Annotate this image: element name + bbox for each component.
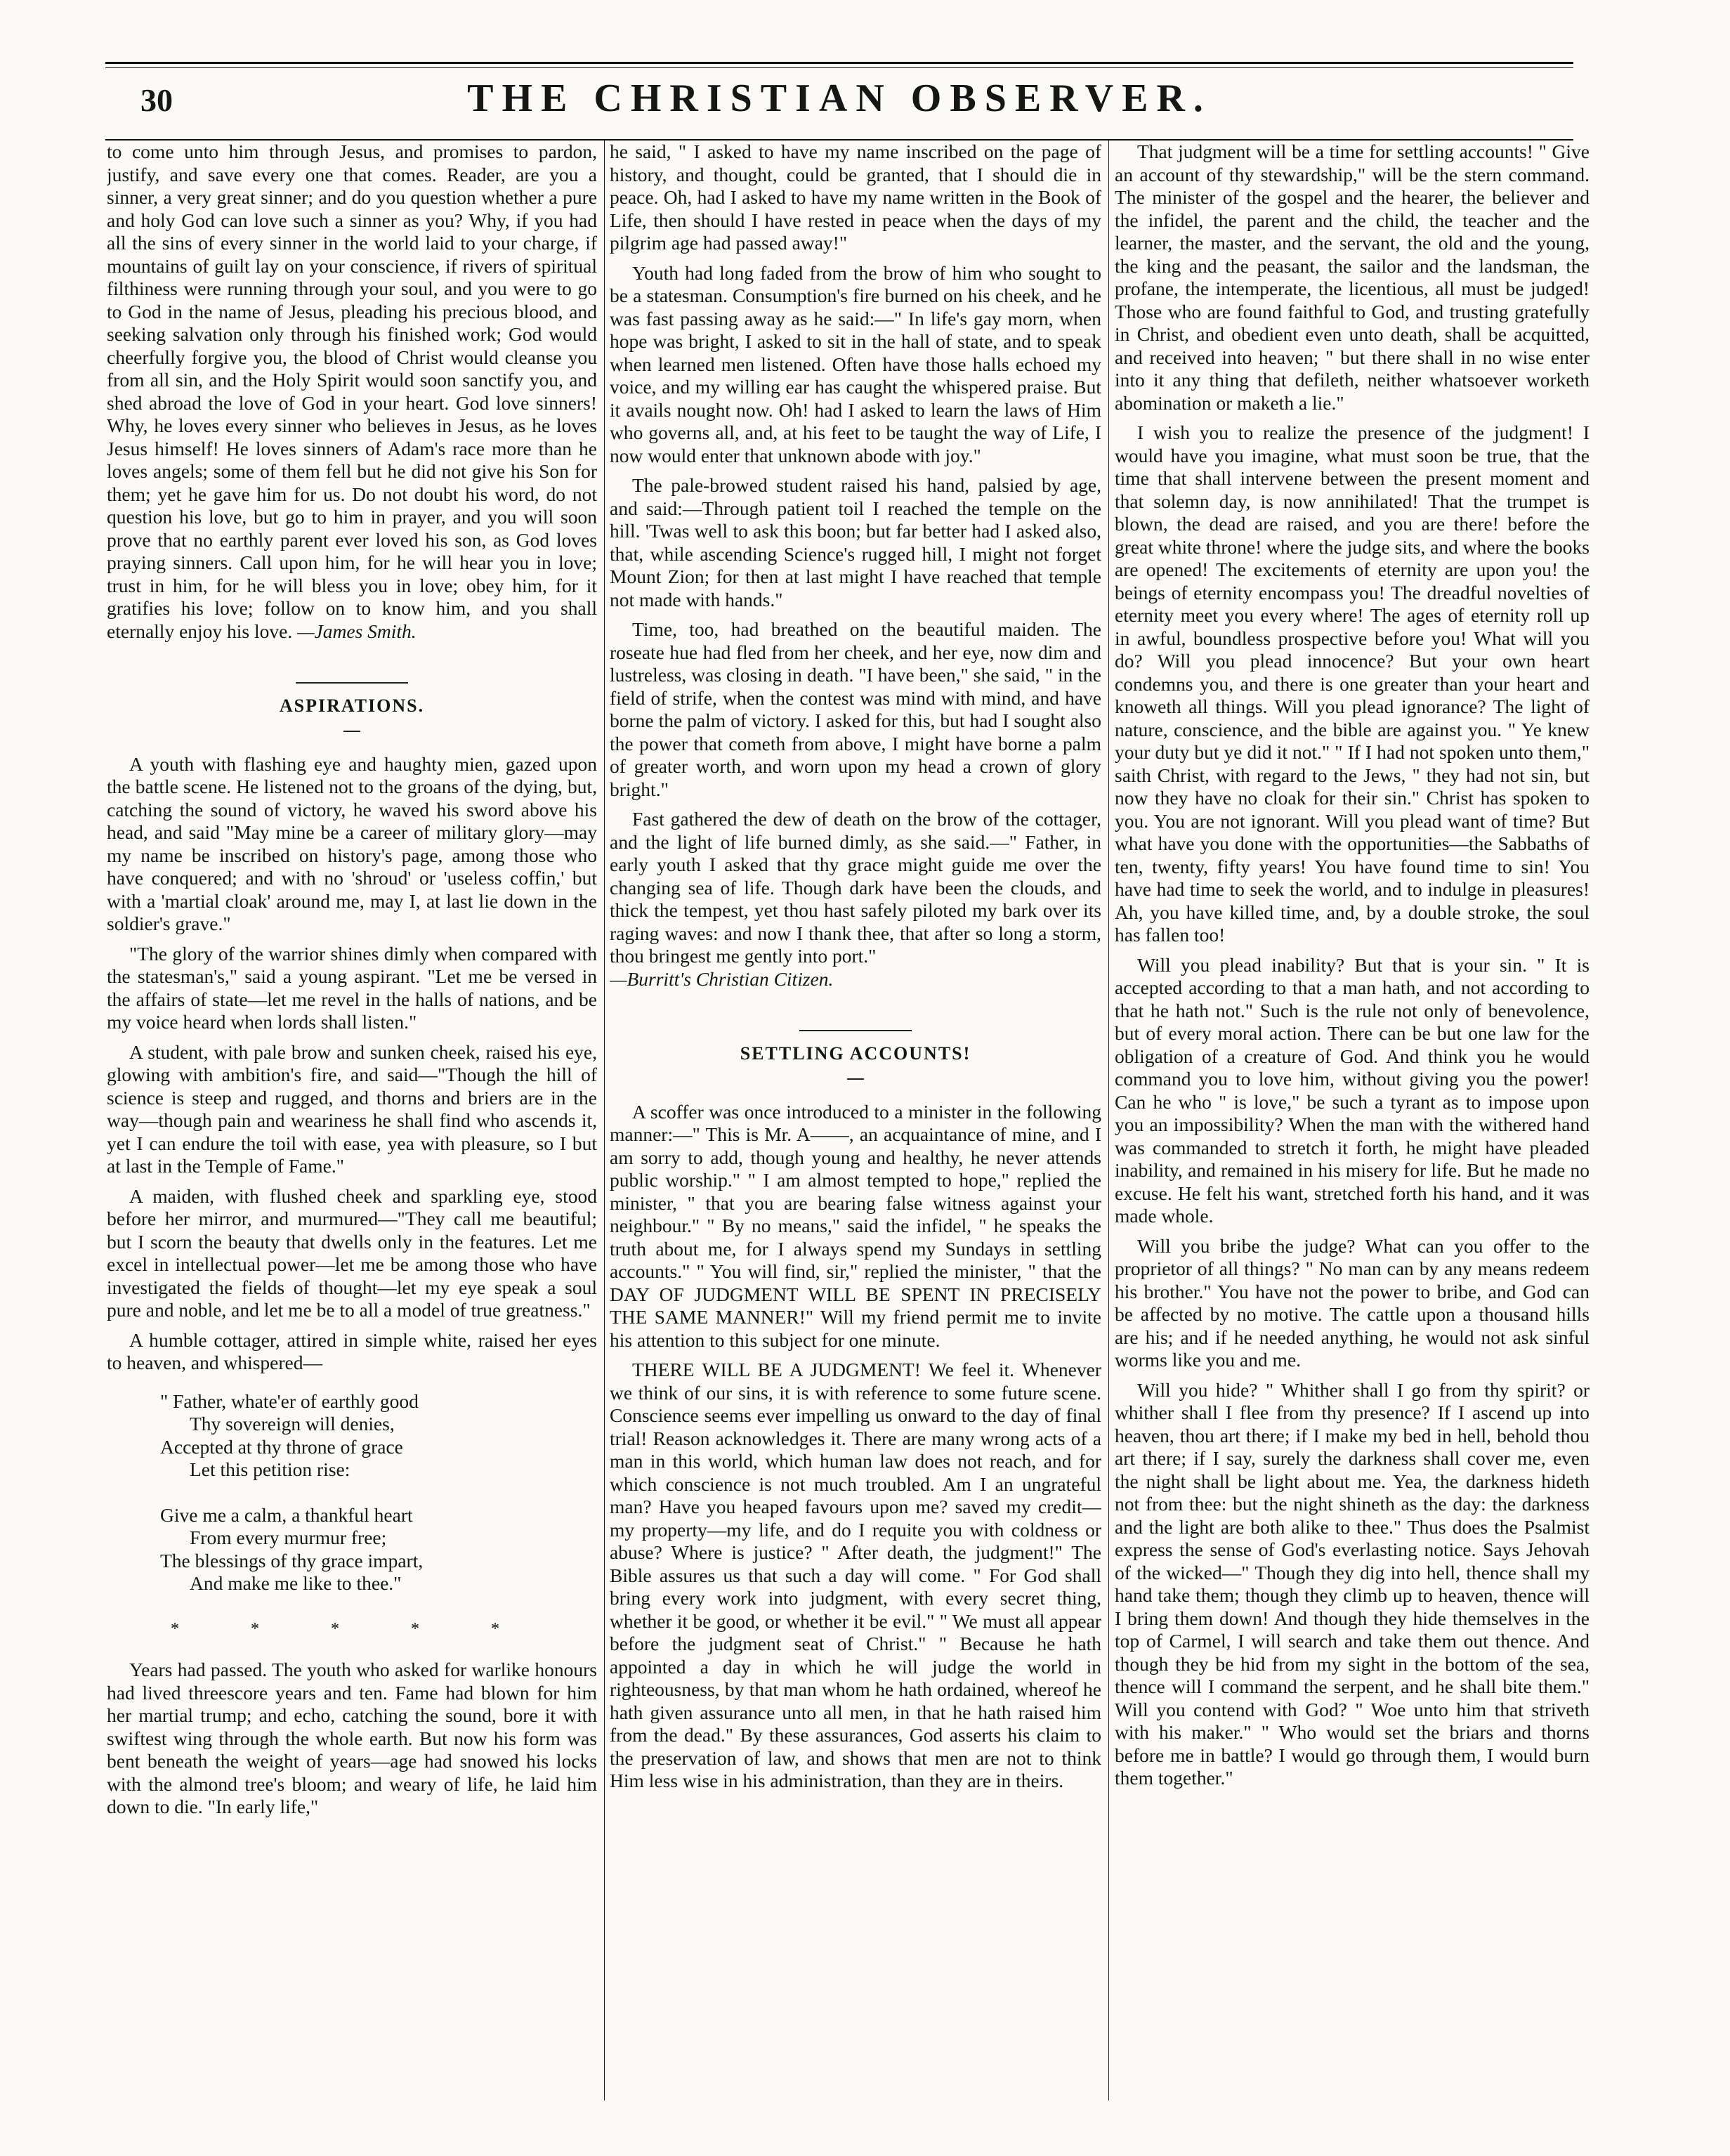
masthead xyxy=(105,76,1573,139)
verse-line: And make me like to thee." xyxy=(190,1572,402,1594)
verse-line: Accepted at thy throne of grace xyxy=(160,1435,403,1458)
paragraph: A student, with pale brow and sunken cheek, raised his eye, glowing with ambition's fire, and said—"Though the hill of science is steep and rugged, and thorns and briers are in the way—though pain and weariness he shall find who ascends it, yet I can endure the toil with ease, yea with pleasure, so I but at last in the Temple of Fame." xyxy=(107,1040,597,1177)
stanza xyxy=(107,1390,597,1482)
verse-line: Let this petition rise: xyxy=(190,1458,350,1480)
hymn-verse xyxy=(107,1390,597,1595)
paragraph: Years had passed. The youth who asked for warlike honours had lived threescore years and ten. Fame had blown for him her martial trump; and echo, catching the sound, bore it with swiftest wing through the whole earth. But now his form was bent beneath the weight of years—age had snowed his locks with the almond tree's bloom; and weary of life, he laid him down to die. "In early life," xyxy=(107,1659,597,1817)
heading-rule xyxy=(799,1030,912,1031)
paragraph: he said, " I asked to have my name inscribed on the page of history, and thought, could be granted, that I should die in peace. Oh, had I asked to have my name written in the Book of Life, then should I have rested in peace when the days of my pilgrim age had passed away!" xyxy=(610,141,1101,254)
stanza xyxy=(107,1504,597,1595)
page-number: 30 xyxy=(140,82,173,118)
column-divider-1 xyxy=(604,141,605,2101)
heading-text: SETTLING ACCOUNTS! xyxy=(740,1043,971,1064)
article-continuation: to come unto him through Jesus, and promises to pardon, justify, and save every one that comes. Reader, are you a sinner, a very great sinner; and do you question whether a pure and holy God can love such a sinner as you? Why, if you had all the sins of every sinner in the world laid to your charge, if mountains of guilt lay on your conscience, if rivers of spiritual filthiness were running through your soul, and you were to go to God in the name of Jesus, pleading his precious blood, and seeking salvation only through his finished work; God would cheerfully forgive you, the blood of Christ would cleanse you from all sin, and the Holy Spirit would soon sanctify you, and shed abroad the love of God in your heart. God love sinners! Why, he loves every sinner who believes in Jesus, as he loves Jesus himself! He loves sinners of Adam's race more than he loves angels; some of them fell but he did not give his Son for them; yet he gave him for us. Do not doubt his word, do not question his love, but go to him in prayer, and you will soon prove that no earthly parent ever loved his son, as God loves praying sinners. Call upon him, for he will hear you in love; trust in him, for he will bless you in love; obey him, for it gratifies his love; follow on to know him, and you shall eternally enjoy his love. —James Smith. xyxy=(107,141,597,642)
section-stars: * * * * * xyxy=(171,1619,533,1638)
paragraph: That judgment will be a time for settling accounts! " Give an account of thy stewardship," will be the stern command. The minister of the gospel and the hearer, the believer and the infidel, the parent and the child, the teacher and the learner, the master, and the servant, the old and the young, the king and the peasant, the sailor and the landsman, the profane, the intemperate, the licentious, all must be judged! Those who are found faithful to God, and trusting gratefully in Christ, and obedient even unto death, shall be acquitted, and received into heaven; " but there shall in no wise enter into it any thing that defileth, neither whatsoever worketh abomination or maketh a lie." xyxy=(1115,141,1590,414)
paper-title: THE CHRISTIAN OBSERVER. xyxy=(467,77,1212,120)
paragraph: Fast gathered the dew of death on the brow of the cottager, and the light of life burned dimly, as she said.—" Father, in early youth I asked that thy grace might guide me over the changing sea of life. Though dark have been the clouds, and thick the tempest, yet thou hast safely piloted my bark over its raging waves: and now I thank thee, that after so long a storm, thou bringest me gently into port." —Burritt's Christian Citizen. xyxy=(610,808,1101,990)
paragraph: A scoffer was once introduced to a minister in the following manner:—" This is Mr. A——, an acquaintance of mine, and I am sorry to add, though young and healthy, he never attends public worship." " I am almost tempted to hope," replied the minister, " that you are bearing false witness against your neighbour." " By no means," said the infidel, " he speaks the truth about me, for I always spend my Sundays in settling accounts." " You will find, sir," replied the minister, " that the DAY OF JUDGMENT WILL BE SPENT IN PRECISELY THE SAME MANNER!" Will my friend permit me to invite his attention to this subject for one minute. xyxy=(610,1100,1101,1351)
paragraph: A humble cottager, attired in simple white, raised her eyes to heaven, and whispered— xyxy=(107,1328,597,1373)
verse-line: From every murmur free; xyxy=(190,1527,387,1548)
paragraph: Will you hide? " Whither shall I go from thy spirit? or whither shall I flee from thy presence? If I ascend up into heaven, thou art there; if I make my bed in hell, behold thou art there; if I say, surely the darkness shall cover me, even the night shall be light about me. Yea, the darkness hideth not from thee: but the night shineth as the day: the darkness and the light are both alike to thee." Thus does the Psalmist express the sense of God's everlasting notice. Says Jehovah of the wicked—" Though they dig into hell, thence shall my hand take them; though they climb up to heaven, thence will I bring them down! And though they hide themselves in the top of Carmel, I will search and take them out thence. And though they be hid from my sight in the bottom of the sea, thence will I command the serpent, and he shall bite them." Will you contend with God? " Woe unto him that striveth with his maker." " Who would set the briars and thorns before me in battle? I would go through them, I would burn them together." xyxy=(1115,1378,1590,1789)
attribution-james-smith: —James Smith. xyxy=(297,620,417,642)
paragraph: The pale-browed student raised his hand, palsied by age, and said:—Through patient toil I reached the temple on the hill. 'Twas well to ask this boon; but far better had I asked also, that, while ascending Science's rugged hill, I might not forget Mount Zion; for then at last might I have reached that temple not made with hands." xyxy=(610,474,1101,610)
verse-line: The blessings of thy grace impart, xyxy=(160,1549,424,1572)
paragraph: A youth with flashing eye and haughty mien, gazed upon the battle scene. He listened not to the groans of the dying, but, catching the sound of victory, he waved his sword above his head, and said "May mine be a career of military glory—may my name be inscribed on history's page, among those who have conquered; and with no 'shroud' or 'useless coffin,' but with a 'martial cloak' around me, may I, at last lie down in the soldier's grave." xyxy=(107,752,597,934)
paragraph: "The glory of the warrior shines dimly when compared with the statesman's," said a young aspirant. "Let me be versed in the affairs of state—let me revel in the halls of nations, and be my voice heard when lords shall listen." xyxy=(107,942,597,1033)
paragraph: THERE WILL BE A JUDGMENT! We feel it. Whenever we think of our sins, it is with reference to some future scene. Conscience seems ever impelling us onward to the day of final trial! Reason acknowledges it. There are many wrong acts of a man in this world, which human law does not reach, and for which conscience is not much troubled. Am I an ungrateful man? Have you heaped favours upon me? saved my credit—my property—my life, and do I requite you with coldness or abuse? Where is justice? " After death, the judgment!" The Bible assures us that such a day will come. " For God shall bring every work into judgment, with every secret thing, whether it be good, or whether it be evil." " We must all appear before the judgment seat of Christ." " Because he hath appointed a day in which he will judge the world in righteousness, by that man whom he hath ordained, whereof he hath given assurance unto all men, in that he hath raised him from the dead." By these assurances, God asserts his claim to the preservation of law, and shows that men are not to think Him less wise in his administration, than they are in theirs. xyxy=(610,1359,1101,1791)
paragraph: Will you bribe the judge? What can you offer to the proprietor of all things? " No man can by any means redeem his brother." You have not the power to bribe, and God can be affected by no motive. The cattle upon a thousand hills are his; and if he needed anything, he would not ask sinful worms like you and me. xyxy=(1115,1234,1590,1371)
heading-rule xyxy=(296,682,408,684)
paragraph: A maiden, with flushed cheek and sparkling eye, stood before her mirror, and murmured—"They call me beautiful; but I scorn the beauty that dwells only in the features. Let me excel in intellectual power—let me be among those who have investigated the fields of thought—let my eye speak a soul pure and noble, and let me be to all a model of true greatness." xyxy=(107,1184,597,1321)
heading-dash xyxy=(847,1078,864,1080)
column-divider-2 xyxy=(1108,141,1109,2101)
heading-settling-accounts xyxy=(610,1030,1101,1080)
top-rule xyxy=(105,62,1573,64)
attribution-burritt: —Burritt's Christian Citizen. xyxy=(610,967,834,990)
heading-aspirations xyxy=(107,682,597,732)
verse-line: " Father, whate'er of earthly good xyxy=(160,1390,419,1412)
verse-line: Thy sovereign will denies, xyxy=(190,1413,395,1435)
top-rule-thin xyxy=(105,67,1573,68)
heading-text: ASPIRATIONS. xyxy=(279,695,425,716)
paragraph: Time, too, had breathed on the beautiful maiden. The roseate hue had fled from her cheek, and her eye, now dim and lustreless, was closing in death. "I have been," she said, " in the field of strife, when the contest was mind with mind, and have borne the palm of victory. I asked for this, but had I sought also the power that cometh from above, I might have borne a palm of greater worth, and worn upon my head a crown of glory bright." xyxy=(610,618,1101,800)
paragraph: I wish you to realize the presence of the judgment! I would have you imagine, what must soon be true, that the time that shall intervene between the present moment and that solemn day, is now annihilated! That the trumpet is blown, the dead are raised, and you are there! before the great white throne! where the judge sits, and where the books are opened! The excitements of eternity are upon you! the beings of eternity encompass you! The dreadful novelties of eternity meet you every where! The ages of eternity roll up in awful, boundless prospective before you! What will you do? Will you plead innocence? But your own heart condemns you, and there is one greater than your heart and knoweth all things. Will you plead ignorance? The light of nature, conscience, and the bible are against you. " Ye knew your duty but ye did it not." " If I had not spoken unto them," saith Christ, with regard to the Jews, " they had not sin, but now they have no cloak for their sin." Christ has spoken to you. You are not ignorant. Will you plead want of time? But what have you done with the opportunities—the Sabbaths of ten, twenty, fifty years! You have found time to sin! You have had time to seek the world, and to indulge in pleasures! Ah, you have killed time, and, by a double stroke, the soul has fallen too! xyxy=(1115,422,1590,946)
paragraph: Will you plead inability? But that is your sin. " It is accepted according to that a man hath, and not according to that he hath not." Such is the rule not only of benevolence, but of every moral action. There can be but one law for the obligation of a creature of God. And think you he would command you to love him, without giving you the power! Can he who " is love," be such a tyrant as to impose upon you an impossibility? When the man with the withered hand was commanded to stretch it forth, he might have pleaded inability, and remained in his misery for life. But he made no excuse. He felt his want, stretched forth his hand, and it was made whole. xyxy=(1115,953,1590,1227)
column-3 xyxy=(1115,141,1590,2128)
column-1 xyxy=(107,141,597,2128)
paragraph: Youth had long faded from the brow of him who sought to be a statesman. Consumption's fire burned on his cheek, and he was fast passing away as he said:—" In life's gay morn, when hope was bright, I asked to sit in the hall of state, and to speak when learned men listened. Often have those halls echoed my voice, and my willing ear has caught the whispered praise. But it avails nought now. Oh! had I asked to learn the laws of Him who governs all, and, at his feet to be taught the way of Life, I now would enter that unknown abode with joy." xyxy=(610,261,1101,466)
heading-dash xyxy=(343,731,360,732)
verse-line: Give me a calm, a thankful heart xyxy=(160,1503,413,1526)
column-2 xyxy=(610,141,1101,2128)
